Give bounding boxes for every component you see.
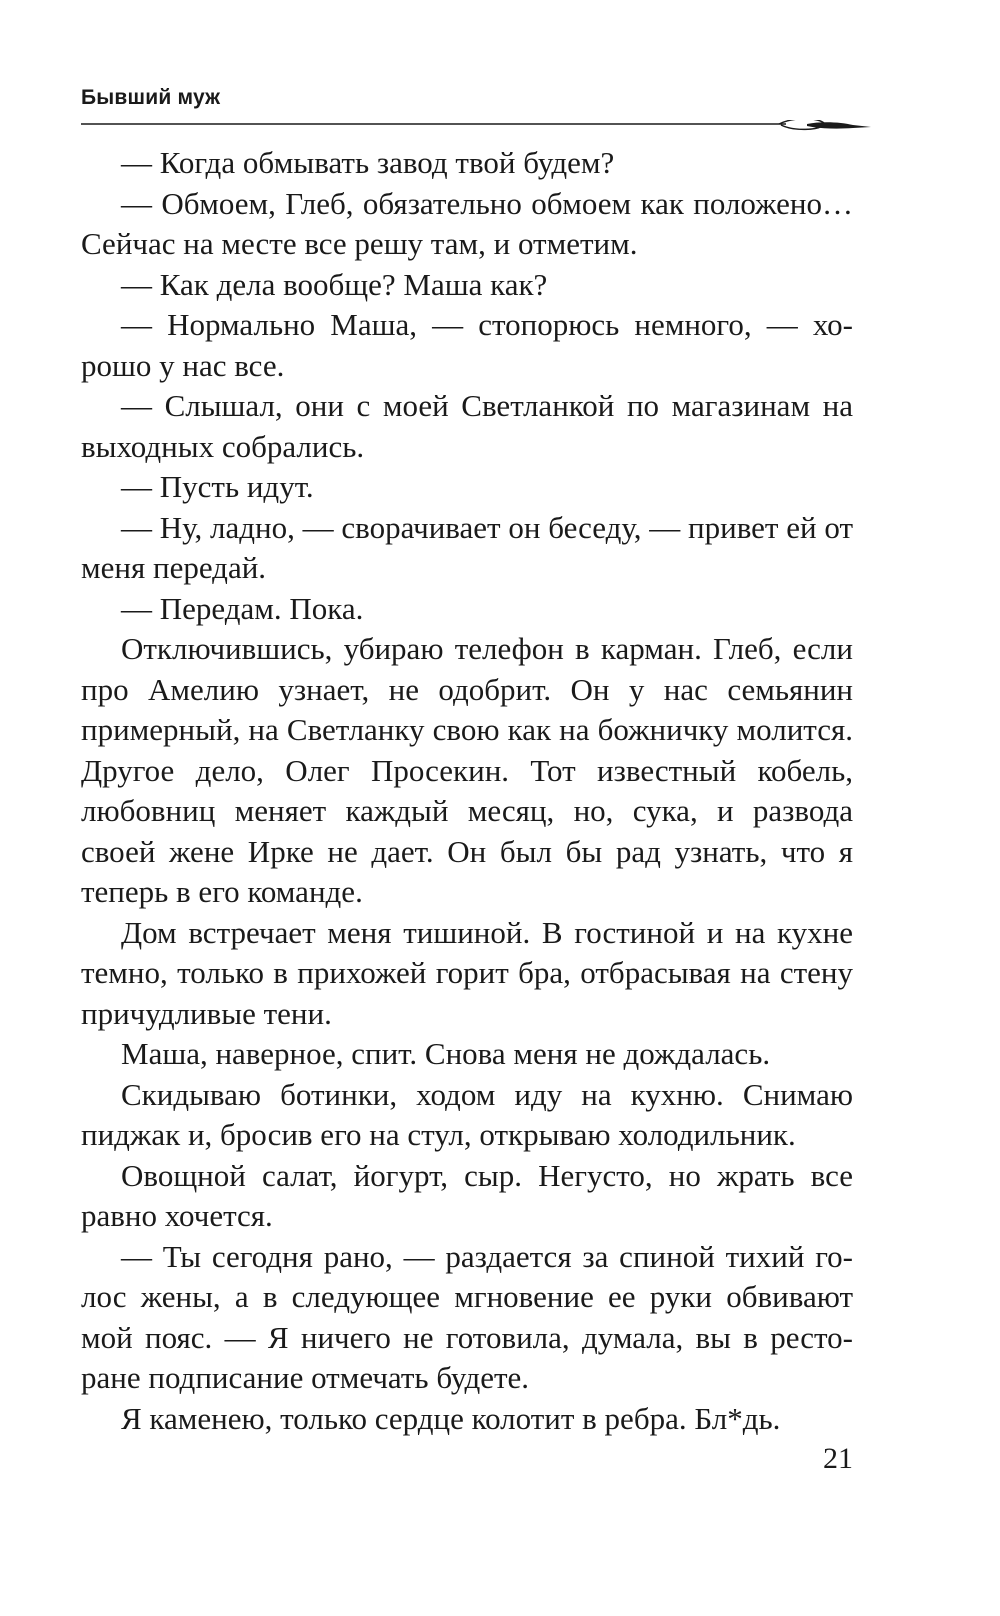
paragraph: — Передам. Пока. [121,590,364,626]
body-text [81,143,853,1439]
paragraph: Я каменею, только сердце колотит в ребра. Бл*дь. [121,1400,781,1436]
paragraph: — Обмоем, Глеб, обязательно обмоем как положено… Сейчас на месте все решу там, и отметим. [81,185,853,261]
paragraph: — Ну, ладно, — сворачивает он беседу, — привет ей от меня передай. [81,509,853,585]
paragraph: — Нормально Маша, — стопорюсь немного, — хорошо у нас все. [81,307,853,383]
paragraph: — Пусть идут. [121,469,314,504]
paragraph: — Когда обмывать завод твой будем? [121,145,615,180]
running-title: Бывший муж [81,86,221,109]
header-rule-ornament [81,120,871,134]
paragraph: — Как дела вообще? Маша как? [121,266,548,302]
paragraph: — Ты сегодня рано, — раздается за спиной тихий голос жены, а в следующее мгновение ее руки обвивают мой пояс. — Я ничего не готовила, думала, вы в ресторане подписание отмечать будете. [81,1238,853,1395]
paragraph: Овощной салат, йогурт, сыр. Негусто, но жрать все равно хочется. [81,1157,853,1233]
paragraph: Скидываю ботинки, ходом иду на кухню. Снимаю пиджак и, бросив его на стул, открываю холодильник. [81,1076,853,1152]
paragraph: — Слышал, они с моей Светланкой по магазинам на выходных собрались. [81,388,853,464]
paragraph: Маша, наверное, спит. Снова меня не дождалась. [121,1036,771,1071]
paragraph: Дом встречает меня тишиной. В гостиной и на кухне темно, только в прихожей горит бра, отбрасывая на стену причудливые тени. [81,914,853,1031]
running-header [81,84,871,134]
paragraph: Отключившись, убираю телефон в карман. Глеб, если про Амелию узнает, не одобрит. Он у нас семьянин примерный, на Светланку свою как на божничку молится. Другое дело, Олег Просекин. Тот известный кобель, любовниц меняет каждый месяц, но, сука, и развода своей жене Ирке не дает. Он был бы рад узнать, что я теперь в его команде. [81,631,853,909]
page-number: 21 [823,1442,853,1475]
